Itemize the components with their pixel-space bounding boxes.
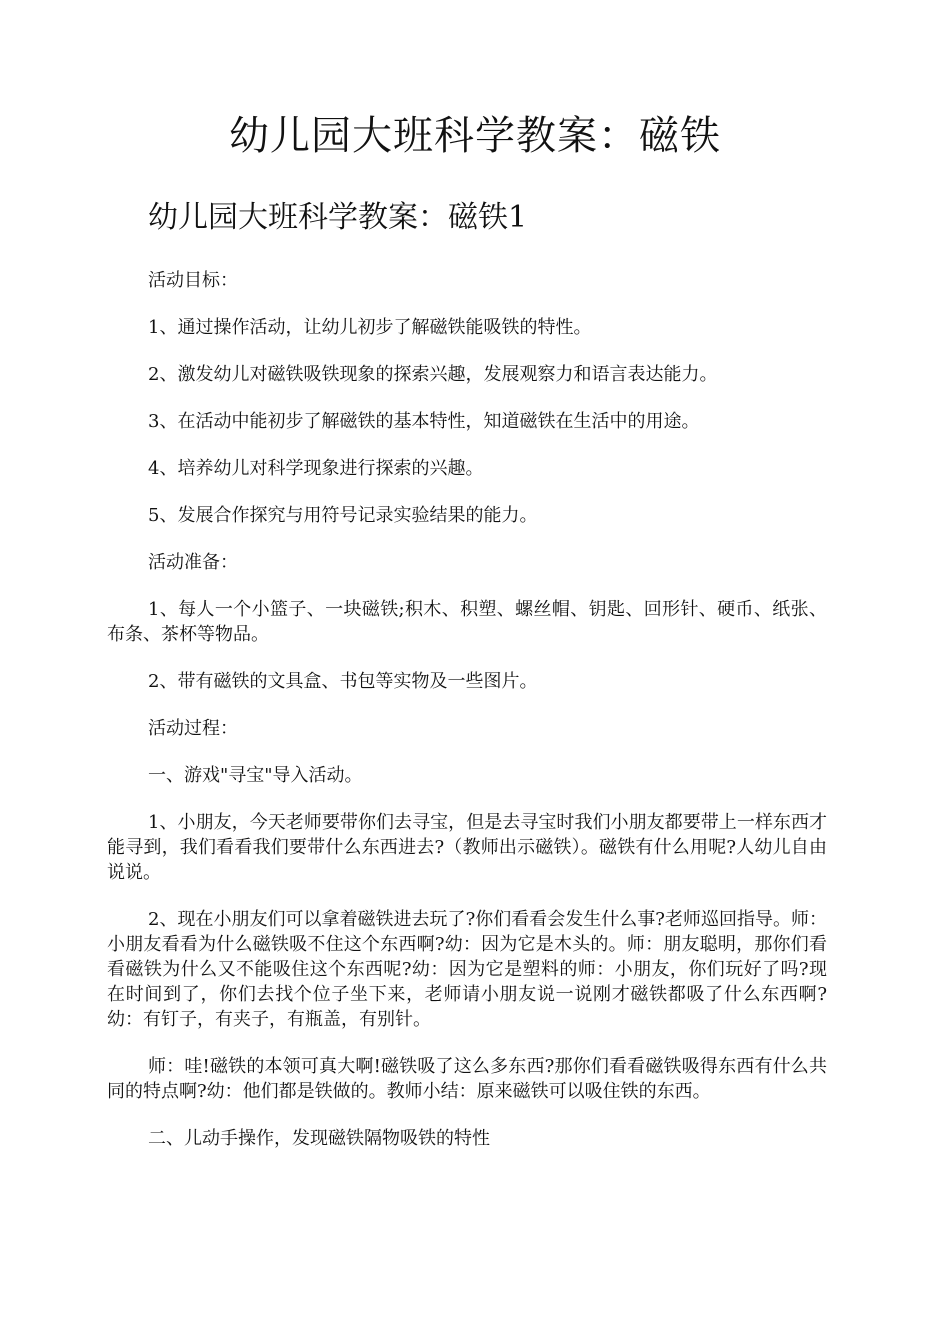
paragraph-preparation-heading: 活动准备： [148, 552, 238, 573]
section-title: 幼儿园大班科学教案：磁铁1 [148, 200, 528, 235]
paragraph-preparation-1: 1、每人一个小篮子、一块磁铁;积木、积塑、螺丝帽、钥匙、回形针、硬币、纸张、布条、茶杯等物品。 [107, 599, 827, 645]
paragraph-objective-4: 4、培养幼儿对科学现象进行探索的兴趣。 [148, 458, 484, 479]
paragraph-process-heading: 活动过程： [148, 718, 238, 739]
paragraph-objective-5: 5、发展合作探究与用符号记录实验结果的能力。 [148, 505, 538, 526]
paragraph-process-step-1: 一、游戏"寻宝"导入活动。 [148, 765, 363, 786]
document-body [107, 268, 827, 1173]
paragraph-preparation-2: 2、带有磁铁的文具盒、书包等实物及一些图片。 [148, 671, 538, 692]
paragraph-process-1-summary: 师：哇!磁铁的本领可真大啊!磁铁吸了这么多东西?那你们看看磁铁吸得东西有什么共同的特点啊?幼：他们都是铁做的。教师小结：原来磁铁可以吸住铁的东西。 [107, 1056, 827, 1102]
paragraph-process-step-2: 二、儿动手操作，发现磁铁隔物吸铁的特性 [148, 1128, 490, 1149]
paragraph-objective-1: 1、通过操作活动，让幼儿初步了解磁铁能吸铁的特性。 [148, 317, 592, 338]
paragraph-objective-2: 2、激发幼儿对磁铁吸铁现象的探索兴趣，发展观察力和语言表达能力。 [148, 364, 718, 385]
paragraph-process-1-1: 1、小朋友，今天老师要带你们去寻宝，但是去寻宝时我们小朋友都要带上一样东西才能寻到，我们看看我们要带什么东西进去?（教师出示磁铁）。磁铁有什么用呢?人幼儿自由说说。 [107, 812, 827, 883]
paragraph-process-1-2: 2、现在小朋友们可以拿着磁铁进去玩了?你们看看会发生什么事?老师巡回指导。师：小朋友看看为什么磁铁吸不住这个东西啊?幼：因为它是木头的。师：朋友聪明，那你们看看磁铁为什么又不能吸住这个东西呢?幼：因为它是塑料的师：小朋友，你们玩好了吗?现在时间到了，你们去找个位子坐下来，老师请小朋友说一说刚才磁铁都吸了什么东西啊?幼：有钉子，有夹子，有瓶盖，有别针。 [107, 909, 827, 1030]
document-title: 幼儿园大班科学教案：磁铁 [229, 113, 721, 159]
paragraph-objective-3: 3、在活动中能初步了解磁铁的基本特性，知道磁铁在生活中的用途。 [148, 411, 700, 432]
paragraph-objectives-heading: 活动目标： [148, 270, 238, 291]
